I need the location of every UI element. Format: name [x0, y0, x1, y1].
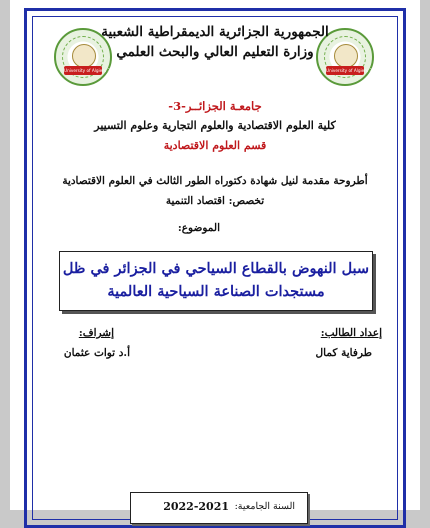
thesis-specialty: تخصص: اقتصاد التنمية: [165, 195, 265, 207]
student-label: إعداد الطالب:: [320, 327, 382, 339]
document-page: [10, 0, 420, 513]
republic-name: الجمهورية الجزائرية الديمقراطية الشعبية: [101, 24, 329, 40]
department-name: قسم العلوم الاقتصادية: [163, 139, 267, 152]
ministry-name: وزارة التعليم العالي والبحث العلمي: [116, 44, 314, 60]
subject-label: الموضوع:: [177, 222, 220, 234]
faculty-name: كلية العلوم الاقتصادية والعلوم التجارية وعلوم التسيير: [94, 119, 336, 132]
academic-year-box: [130, 492, 308, 524]
thesis-title-line-1: سبل النهوض بالقطاع السياحي في الجزائر في ظل: [62, 260, 370, 277]
thesis-title-line-2: مستجدات الصناعة السياحية العالمية: [107, 283, 325, 300]
logo-caption-right: University of Algiers 3: [326, 68, 373, 73]
student-name: طرفاية كمال: [315, 347, 372, 359]
supervisor-name: أ.د توات عثمان: [63, 347, 130, 359]
academic-year-label: السنة الجامعية:: [234, 501, 295, 512]
university-name: جامعـة الجزائــر-3-: [168, 99, 262, 113]
thesis-description: أطروحة مقدمة لنيل شهادة دكتوراه الطور الثالث في العلوم الاقتصادية: [62, 175, 368, 187]
logo-caption-left: University of Algiers 3: [64, 68, 111, 73]
academic-year-value: 2022-2021: [163, 500, 229, 513]
thesis-title-box: [59, 251, 373, 311]
supervisor-label: إشراف:: [78, 327, 114, 339]
